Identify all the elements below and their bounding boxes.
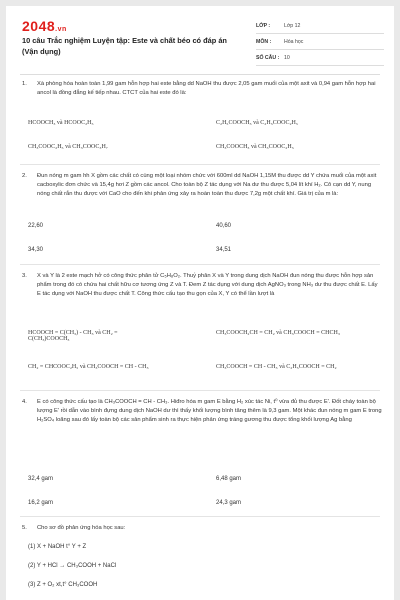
meta-label: LỚP :: [256, 22, 271, 29]
option-b[interactable]: CH₃COOCH₂CH = CH₂ và CH₃COOCH = CHCH₃: [216, 330, 340, 336]
question-text: X và Y là 2 este mạch hở có công thức phân tử C₅H₈O₂. Thuỷ phân X và Y trong dung dịch NaOH đun nóng thu được hỗn hợp sản phẩm trong đó có chứa hai chất hữu cơ tương ứng Z và T. Đem Z tác dụng với dung dịch AgNO₃ trong NH₃ dư thu được chất E. Lấy E tác dụng với NaOH thu được chất T. Công thức cấu tạo thu gọn của X, Y có thể lần lượt là: [37, 273, 378, 297]
question-text: Xà phòng hóa hoàn toàn 1,99 gam hỗn hợp hai este bằng dd NaOH thu được 2,05 gam muối của một axit và 0,94 gam hỗn hợp hai ancol là đồng đẳng kế tiếp nhau. CTCT của hai este đó là:: [37, 81, 376, 96]
question-separator: [20, 516, 380, 517]
question-text: Đun nóng m gam hh X gồm các chất có cùng một loại nhóm chức với 600ml dd NaOH 1,15M thu được dd Y chứa muối của một axit cacboxylic đơn chức và 15,4g hơi Z gồm các ancol. Cho toàn bộ Z tác dụng với Na dư thu được 5,04 lít khí H₂. Cô cạn dd Y, nung nóng chất rắn thu được với CaO cho đến khi phản ứng xảy ra hoàn toàn thu được 7,2g một chất khí. Giá trị của m là:: [37, 173, 377, 197]
option-c[interactable]: 34,30: [28, 247, 44, 253]
option-b[interactable]: C₂H₅COOCH₃ và C₂H₅COOC₂H₅: [216, 120, 298, 126]
option-b[interactable]: 6,48 gam: [216, 476, 242, 482]
option-a[interactable]: HCOOCH₃ và HCOOC₂H₅: [28, 120, 94, 126]
option-a[interactable]: HCOOCH = C(CH₃) - CH₃ và CH₂ = C(CH₃)COOCH₃: [28, 330, 118, 342]
question-number: 5.: [22, 525, 27, 531]
meta-row-count: [256, 50, 384, 66]
option-d[interactable]: 24,3 gam: [216, 500, 242, 506]
question-number: 3.: [22, 273, 27, 279]
question-number: 1.: [22, 81, 27, 87]
question-2: [22, 172, 382, 199]
question-number: 2.: [22, 173, 27, 179]
reaction-line: (1) X + NaOH t° Y + Z: [28, 544, 87, 550]
document-page: [6, 6, 394, 600]
question-text: E có công thức cấu tạo là CH₃COOCH = CH - CH₃. Hiđro hóa m gam E bằng H₂ xúc tác Ni, t⁰ vừa đủ thu được E'. Đốt cháy toàn bộ lượng E' rồi dẫn vào bình đựng dung dịch NaOH dư thì thấy khối lượng bình tăng thêm là 9,3 gam. Một khác đun nóng m gam E trong H₂SO₄ loãng sau đó lấy toàn bộ các sản phẩm sinh ra thực hiện phản ứng tráng gương thu được tổng khối lượng Ag bằng: [37, 399, 382, 423]
question-4: [22, 398, 382, 425]
question-separator: [20, 164, 380, 165]
meta-row-class: [256, 18, 384, 34]
option-a[interactable]: 32,4 gam: [28, 476, 54, 482]
reaction-line: (3) Z + O₂ xt,t° CH₃COOH: [28, 582, 98, 588]
option-d[interactable]: 34,51: [216, 247, 232, 253]
meta-value: Hóa học: [284, 38, 304, 45]
question-1: [22, 80, 382, 98]
option-d[interactable]: CH₃COOCH = CH - CH₃ và C₂H₅COOCH = CH₂: [216, 364, 337, 370]
option-a[interactable]: 22,60: [28, 223, 44, 229]
option-c[interactable]: CH₂ = CHCOOC₂H₅ và CH₃COOCH = CH - CH₃: [28, 364, 149, 370]
question-3: [22, 272, 382, 299]
meta-value: 10: [284, 54, 290, 61]
question-text: Cho sơ đồ phản ứng hóa học sau:: [37, 525, 126, 531]
meta-row-subject: [256, 34, 384, 50]
meta-label: MÔN :: [256, 38, 272, 45]
page-title: 10 câu Trắc nghiệm Luyện tập: Este và chất béo có đáp án (Vận dụng): [22, 36, 227, 56]
meta-table: [256, 18, 384, 66]
option-c[interactable]: CH₃COOC₂H₅ và CH₃COOC₃H₇: [28, 144, 108, 150]
question-5: [22, 524, 382, 533]
option-c[interactable]: 16,2 gam: [28, 500, 54, 506]
meta-value: Lớp 12: [284, 22, 301, 29]
reaction-line: (2) Y + HCl → CH₃COOH + NaCl: [28, 563, 117, 569]
question-number: 4.: [22, 399, 27, 405]
site-logo[interactable]: 2048.vn: [22, 18, 67, 34]
meta-label: SỐ CÂU :: [256, 54, 280, 61]
header-divider: [20, 74, 380, 75]
option-b[interactable]: 40,60: [216, 223, 232, 229]
question-separator: [20, 264, 380, 265]
option-d[interactable]: CH₃COOCH₃ và CH₃COOC₂H₅: [216, 144, 294, 150]
question-separator: [20, 390, 380, 391]
